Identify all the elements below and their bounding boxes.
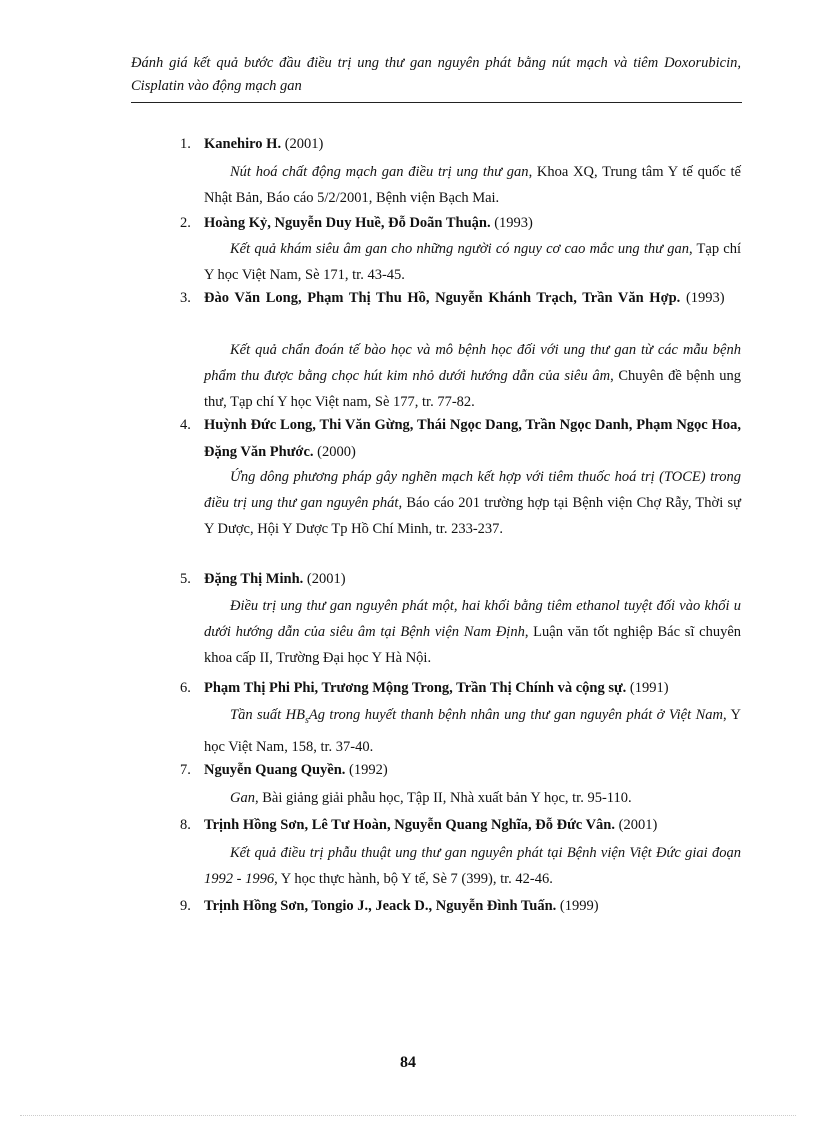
reference-title: Gan [230,790,255,806]
reference-year: (2001) [284,136,324,152]
reference-title: Kết quả điều trị phẫu thuật ung thư gan nguyên phát tại Bệnh viện Việt Đức giai đoạn 1992 - 1996 [204,845,741,887]
reference-number: 7. [180,762,191,778]
reference-authors: Huỳnh Đức Long, Thi Văn Gừng, Thái Ngọc Dang, Trần Ngọc Danh, Phạm Ngọc Hoa, Đặng Văn Phước. [204,417,741,460]
reference-details: , Chuyên đề bệnh ung thư, Tạp chí Y học Việt nam, Sè 177, tr. 77-82. [204,368,741,410]
reference-authors-line [204,285,741,312]
reference-title: Kết quả chẩn đoán tế bào học và mô bệnh học đối với ung thư gan từ các mẫu bệnh phẩm thu được bằng chọc hút kim nhỏ dưới hướng dẫn của siêu âm [204,342,741,384]
reference-title: Kết quả khám siêu âm gan cho những người có nguy cơ cao mắc ung thư gan [230,241,689,257]
reference-number: 1. [180,136,191,152]
reference-authors: Trịnh Hồng Sơn, Tongio J., Jeack D., Nguyễn Đình Tuấn. [204,898,557,914]
reference-number: 6. [180,680,191,696]
reference-title: Nút hoá chất động mạch gan điều trị ung thư gan [230,164,529,180]
reference-details: , Báo cáo 201 trường hợp tại Bệnh viện Chợ Rẫy, Thời sự Y Dược, Hội Y Dược Tp Hồ Chí Minh, tr. 233-237. [204,495,741,537]
reference-details: , Y học thực hành, bộ Y tế, Sè 7 (399), tr. 42-46. [274,871,553,887]
running-header: Đánh giá kết quả bước đầu điều trị ung thư gan nguyên phát bằng nút mạch và tiêm Doxorubicin, Cisplatin vào động mạch gan [131,55,741,94]
reference-year: (2001) [303,571,346,587]
reference-authors-line [204,893,741,920]
reference-body [204,702,741,760]
reference-year: (1993) [490,215,533,231]
reference-title-part: Tần suất HB [230,707,305,723]
page-bottom-border [20,1115,796,1116]
reference-title [230,707,723,726]
header-divider [131,102,742,103]
reference-body [204,840,741,892]
reference-number: 3. [180,290,191,306]
reference-authors: Trịnh Hồng Sơn, Lê Tư Hoàn, Nguyễn Quang Nghĩa, Đỗ Đức Vân. [204,817,615,833]
reference-number: 8. [180,817,191,833]
reference-title-part: Ag trong huyết thanh bệnh nhân ung thư gan nguyên phát ở Việt Nam [308,707,723,723]
reference-body [204,159,741,211]
reference-authors-line [204,566,741,593]
reference-authors-line [204,210,741,237]
reference-authors-line [204,131,741,158]
reference-body [204,593,741,671]
reference-title: Điều trị ung thư gan nguyên phát một, hai khối bằng tiêm ethanol tuyệt đối vào khối u dưới hướng dẫn của siêu âm tại Bệnh viện Nam Định [204,598,741,640]
reference-details: , Tạp chí Y học Việt Nam, Sè 171, tr. 43-45. [204,241,741,283]
reference-authors: Phạm Thị Phi Phi, Trương Mộng Trong, Trần Thị Chính và cộng sự. [204,680,627,696]
reference-authors-line [204,812,741,839]
reference-body [204,236,741,288]
reference-body [204,464,741,542]
reference-authors: Nguyễn Quang Quyền. [204,762,346,778]
reference-number: 2. [180,215,191,231]
reference-body [204,785,741,811]
reference-body [204,337,741,415]
reference-year: (2001) [614,817,658,833]
reference-year: (1993) [680,290,725,306]
reference-authors: Hoàng Kỷ, Nguyễn Duy Huề, Đỗ Doãn Thuận. [204,215,491,231]
reference-authors-line [204,675,741,702]
reference-number: 5. [180,571,191,587]
reference-details: , Bài giảng giải phẫu học, Tập II, Nhà xuất bản Y học, tr. 95-110. [254,790,632,806]
page-number: 84 [400,1054,416,1071]
reference-title: Ứng dông phương pháp gây nghẽn mạch kết hợp với tiêm thuốc hoá trị (TOCE) trong điều trị ung thư gan nguyên phát [204,469,741,511]
reference-details: , Y học Việt Nam, 158, tr. 37-40. [204,707,741,755]
reference-details: , Luận văn tốt nghiệp Bác sĩ chuyên khoa cấp II, Trường Đại học Y Hà Nội. [204,624,741,666]
reference-authors: Đặng Thị Minh. [204,571,304,587]
reference-authors: Đào Văn Long, Phạm Thị Thu Hồ, Nguyễn Khánh Trạch, Trần Văn Hợp. [204,290,681,306]
reference-year: (2000) [313,444,356,460]
reference-authors-line [204,757,741,784]
reference-year: (1999) [556,898,599,914]
reference-authors-line [204,412,741,466]
reference-year: (1991) [626,680,669,696]
reference-number: 9. [180,898,191,914]
reference-details: , Khoa XQ, Trung tâm Y tế quốc tế Nhật Bản, Báo cáo 5/2/2001, Bệnh viện Bạch Mai. [204,164,741,206]
reference-authors: Kanehiro H. [204,136,282,152]
reference-year: (1992) [345,762,388,778]
reference-number: 4. [180,417,191,433]
reference-title-subscript: s [304,714,309,726]
